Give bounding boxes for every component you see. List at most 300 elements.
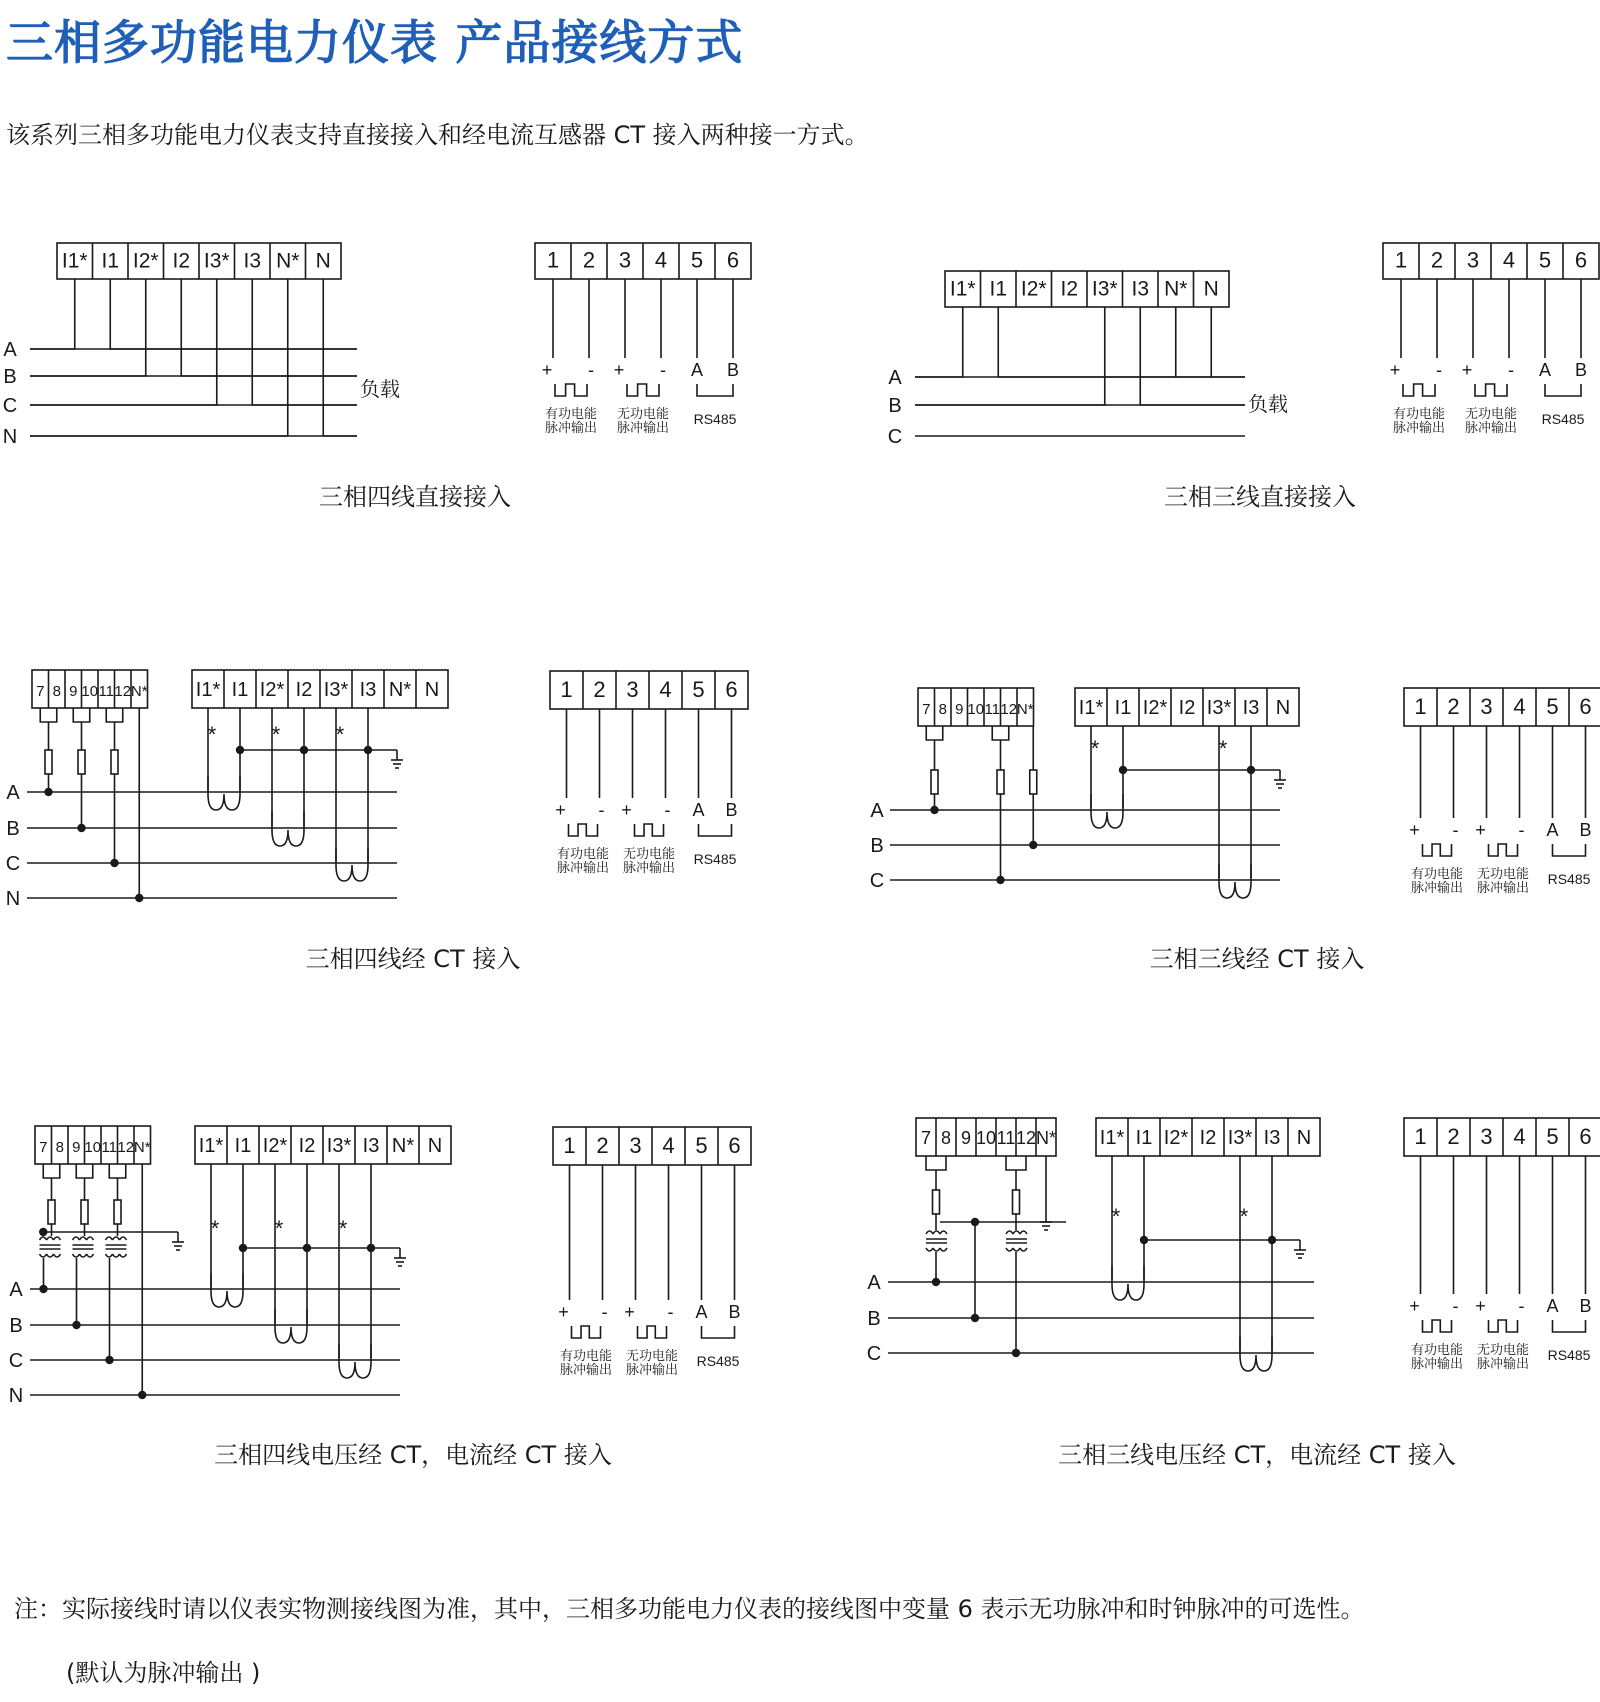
terminal-label: 1 bbox=[1414, 693, 1427, 719]
plus-sign: + bbox=[1409, 1296, 1420, 1316]
polarity-star: * bbox=[335, 722, 345, 747]
rs485-b-label: B bbox=[725, 800, 738, 820]
pulse-symbol bbox=[627, 384, 659, 396]
vt-icon bbox=[1006, 1231, 1013, 1234]
wire-line bbox=[181, 279, 357, 376]
fuse-icon bbox=[45, 750, 52, 774]
pulse-reactive-label: 无功电能 bbox=[1476, 1342, 1530, 1357]
pulse-reactive-label: 无功电能 bbox=[622, 846, 676, 861]
fuse-icon bbox=[997, 770, 1004, 794]
vt-icon bbox=[940, 1248, 947, 1251]
polarity-star: * bbox=[207, 722, 217, 747]
pulse-symbol bbox=[635, 824, 664, 836]
terminal-label: I1* bbox=[949, 277, 976, 301]
terminal-label: I1 bbox=[1114, 696, 1132, 719]
plus-sign: + bbox=[1389, 360, 1401, 380]
pulse-symbol bbox=[638, 1326, 667, 1338]
caption-d5: 三相四线电压经 CT，电流经 CT 接入 bbox=[214, 1441, 612, 1469]
phase-label-c: C bbox=[8, 1350, 24, 1372]
rs485-b-label: B bbox=[728, 1302, 741, 1322]
terminal-label: I2 bbox=[298, 1134, 316, 1157]
phase-label-b: B bbox=[9, 1315, 23, 1337]
rs485-bracket bbox=[697, 384, 733, 396]
plus-sign: + bbox=[1475, 1296, 1486, 1316]
pulse-symbol bbox=[1423, 844, 1452, 856]
terminal-label: 3 bbox=[626, 676, 639, 702]
junction-dot bbox=[39, 1285, 47, 1293]
junction-dot bbox=[1247, 766, 1255, 774]
junction-dot bbox=[303, 1244, 311, 1252]
terminal-label: I2 bbox=[1199, 1126, 1217, 1149]
junction-dot bbox=[971, 1218, 979, 1226]
polarity-star: * bbox=[1239, 1204, 1249, 1229]
caption-d2: 三相三线直接接入 bbox=[1164, 483, 1356, 511]
terminal-label: 9 bbox=[955, 700, 964, 718]
rs485-bracket bbox=[702, 1326, 735, 1338]
plus-sign: + bbox=[1409, 820, 1420, 840]
terminal-label: I3 bbox=[1263, 1126, 1281, 1149]
footer-note-default: (默认为脉冲输出 ) bbox=[66, 1659, 261, 1687]
vt-icon bbox=[106, 1254, 113, 1257]
vt-icon bbox=[113, 1254, 120, 1257]
terminal-label: 4 bbox=[1513, 693, 1526, 719]
junction-dot bbox=[971, 1314, 979, 1322]
wire-line bbox=[323, 279, 357, 436]
polarity-star: * bbox=[1090, 736, 1100, 761]
pulse-active-label: 脉冲输出 bbox=[1392, 420, 1446, 435]
pulse-active-label: 有功电能 bbox=[1410, 1342, 1464, 1357]
rs485-a-label: A bbox=[1538, 360, 1552, 380]
terminal-label: 3 bbox=[618, 247, 632, 273]
pulse-active-label: 有功电能 bbox=[559, 1348, 613, 1363]
terminal-label: 8 bbox=[940, 1127, 952, 1148]
terminal-label: 6 bbox=[1579, 693, 1592, 719]
vt-icon bbox=[113, 1237, 120, 1240]
voltage-tap bbox=[109, 1164, 126, 1178]
rs485-label: RS485 bbox=[1547, 1347, 1591, 1363]
terminal-label: N bbox=[427, 1134, 443, 1157]
voltage-tap bbox=[43, 1164, 60, 1178]
terminal-label: 3 bbox=[1480, 1123, 1493, 1149]
terminal-label: I2 bbox=[172, 249, 191, 273]
vt-icon bbox=[80, 1254, 87, 1257]
terminal-label: 9 bbox=[960, 1127, 972, 1148]
vt-icon bbox=[40, 1237, 47, 1240]
plus-sign: + bbox=[1475, 820, 1486, 840]
ct-coil bbox=[339, 1344, 371, 1378]
fuse-icon bbox=[931, 770, 938, 794]
junction-dot bbox=[44, 788, 52, 796]
vt-icon bbox=[47, 1254, 54, 1257]
pulse-symbol bbox=[1475, 384, 1507, 396]
voltage-tap bbox=[76, 1164, 93, 1178]
phase-label-n: N bbox=[5, 888, 21, 910]
terminal-label: N bbox=[1275, 696, 1291, 719]
terminal-label: I1* bbox=[1099, 1126, 1125, 1149]
terminal-label: 4 bbox=[1502, 247, 1516, 273]
rs485-label: RS485 bbox=[693, 851, 737, 867]
terminal-label: 1 bbox=[560, 676, 573, 702]
vt-icon bbox=[926, 1248, 933, 1251]
terminal-label: N bbox=[1203, 277, 1219, 301]
vt-icon bbox=[54, 1237, 61, 1240]
terminal-label: I1 bbox=[231, 678, 249, 701]
vt-icon bbox=[40, 1254, 47, 1257]
phase-label-a: A bbox=[9, 1279, 23, 1301]
terminal-label: I3 bbox=[1242, 696, 1260, 719]
pulse-symbol bbox=[1489, 844, 1518, 856]
terminal-label: I2 bbox=[1060, 277, 1079, 301]
terminal-label: I3 bbox=[1131, 277, 1150, 301]
rs485-b-label: B bbox=[1574, 360, 1588, 380]
ct-coil bbox=[275, 1309, 307, 1343]
terminal-label: I1* bbox=[198, 1134, 224, 1157]
terminal-label: 3 bbox=[1480, 693, 1493, 719]
minus-sign: - bbox=[588, 360, 594, 380]
terminal-label: I1 bbox=[101, 249, 120, 273]
junction-dot bbox=[1140, 1236, 1148, 1244]
rs485-b-label: B bbox=[726, 360, 740, 380]
junction-dot bbox=[1029, 841, 1037, 849]
terminal-label: 5 bbox=[1546, 693, 1559, 719]
voltage-tap bbox=[73, 708, 90, 722]
junction-dot bbox=[1268, 1236, 1276, 1244]
terminal-label: 7 bbox=[39, 1138, 48, 1156]
terminal-label: 7 bbox=[920, 1127, 932, 1148]
terminal-label: I3 bbox=[359, 678, 377, 701]
vt-icon bbox=[73, 1237, 80, 1240]
minus-sign: - bbox=[1518, 1296, 1525, 1316]
terminal-label: 1 bbox=[546, 247, 560, 273]
rs485-label: RS485 bbox=[693, 411, 737, 427]
pulse-symbol bbox=[1423, 1320, 1452, 1332]
vt-icon bbox=[106, 1237, 113, 1240]
rs485-label: RS485 bbox=[696, 1353, 740, 1369]
voltage-tap bbox=[926, 726, 943, 740]
terminal-label: 12 bbox=[1015, 1127, 1037, 1148]
polarity-star: * bbox=[210, 1216, 220, 1241]
rs485-bracket bbox=[1553, 1320, 1586, 1332]
minus-sign: - bbox=[1452, 820, 1459, 840]
terminal-label: 4 bbox=[654, 247, 668, 273]
phase-label-c: C bbox=[866, 1343, 882, 1365]
pulse-symbol bbox=[555, 384, 587, 396]
phase-label-n: N bbox=[2, 426, 18, 448]
minus-sign: - bbox=[598, 800, 605, 820]
minus-sign: - bbox=[1518, 820, 1525, 840]
voltage-tap bbox=[106, 708, 123, 722]
pulse-active-label: 脉冲输出 bbox=[559, 1362, 613, 1377]
terminal-label: I3* bbox=[323, 678, 349, 701]
terminal-label: 1 bbox=[1414, 1123, 1427, 1149]
pulse-symbol bbox=[569, 824, 598, 836]
terminal-label: I1 bbox=[234, 1134, 252, 1157]
junction-dot bbox=[105, 1356, 113, 1364]
terminal-label: I2* bbox=[259, 678, 285, 701]
voltage-tap bbox=[1006, 1156, 1026, 1170]
terminal-label: 11 bbox=[996, 1127, 1016, 1148]
junction-dot bbox=[77, 824, 85, 832]
phase-label-b: B bbox=[6, 818, 20, 840]
pulse-active-label: 有功电能 bbox=[1392, 406, 1446, 421]
footer-note: 注：实际接线时请以仪表实物测接线图为准，其中，三相多功能电力仪表的接线图中变量 6 表示无功脉冲和时钟脉冲的可选性。 bbox=[14, 1595, 1365, 1623]
terminal-label: 7 bbox=[922, 700, 931, 718]
ct-coil bbox=[1219, 864, 1251, 898]
pulse-reactive-label: 无功电能 bbox=[1476, 866, 1530, 881]
caption-d1: 三相四线直接接入 bbox=[319, 483, 511, 511]
pulse-active-label: 脉冲输出 bbox=[1410, 880, 1464, 895]
terminal-label: 6 bbox=[728, 1132, 741, 1158]
polarity-star: * bbox=[338, 1216, 348, 1241]
junction-dot bbox=[135, 894, 143, 902]
terminal-label: I3* bbox=[1206, 696, 1232, 719]
polarity-star: * bbox=[1111, 1204, 1121, 1229]
pulse-reactive-label: 脉冲输出 bbox=[1476, 880, 1530, 895]
terminal-label: 2 bbox=[1447, 1123, 1460, 1149]
pulse-reactive-label: 无功电能 bbox=[1464, 406, 1518, 421]
fuse-icon bbox=[1030, 770, 1037, 794]
fuse-icon bbox=[48, 1200, 55, 1224]
phase-label-c: C bbox=[887, 426, 903, 448]
minus-sign: - bbox=[664, 800, 671, 820]
page-title: 三相多功能电力仪表 产品接线方式 bbox=[6, 16, 744, 71]
plus-sign: + bbox=[613, 360, 625, 380]
terminal-label: 2 bbox=[593, 676, 606, 702]
fuse-icon bbox=[114, 1200, 121, 1224]
phase-label-b: B bbox=[888, 395, 902, 417]
junction-dot bbox=[110, 859, 118, 867]
phase-label-a: A bbox=[888, 367, 902, 389]
load-label: 负载 bbox=[1248, 394, 1288, 416]
junction-dot bbox=[239, 1244, 247, 1252]
ct-coil bbox=[1240, 1337, 1272, 1371]
terminal-label: I2 bbox=[295, 678, 313, 701]
voltage-tap bbox=[992, 726, 1009, 740]
vt-icon bbox=[1013, 1248, 1020, 1251]
terminal-label: 5 bbox=[1546, 1123, 1559, 1149]
vt-icon bbox=[933, 1248, 940, 1251]
phase-label-c: C bbox=[2, 395, 18, 417]
phase-label-b: B bbox=[867, 1308, 881, 1330]
vt-icon bbox=[926, 1231, 933, 1234]
terminal-label: 10 bbox=[81, 682, 99, 700]
terminal-label: I2 bbox=[1178, 696, 1196, 719]
polarity-star: * bbox=[1218, 736, 1228, 761]
terminal-label: 6 bbox=[1579, 1123, 1592, 1149]
plus-sign: + bbox=[1461, 360, 1473, 380]
terminal-label: 5 bbox=[1538, 247, 1552, 273]
terminal-label: 12 bbox=[114, 682, 132, 700]
terminal-label: I3 bbox=[362, 1134, 380, 1157]
ct-coil bbox=[1112, 1266, 1144, 1300]
voltage-tap bbox=[40, 708, 57, 722]
fuse-icon bbox=[933, 1190, 940, 1214]
wire-line bbox=[30, 279, 75, 349]
pulse-reactive-label: 脉冲输出 bbox=[1476, 1356, 1530, 1371]
pulse-reactive-label: 脉冲输出 bbox=[625, 1362, 679, 1377]
terminal-label: I3 bbox=[243, 249, 262, 273]
terminal-label: 5 bbox=[695, 1132, 708, 1158]
terminal-label: N bbox=[315, 249, 331, 273]
junction-dot bbox=[364, 746, 372, 754]
caption-d6: 三相三线电压经 CT，电流经 CT 接入 bbox=[1058, 1441, 1456, 1469]
vt-icon bbox=[933, 1231, 940, 1234]
junction-dot bbox=[996, 876, 1004, 884]
phase-label-a: A bbox=[6, 782, 20, 804]
minus-sign: - bbox=[1436, 360, 1442, 380]
polarity-star: * bbox=[274, 1216, 284, 1241]
pulse-reactive-label: 脉冲输出 bbox=[616, 420, 670, 435]
ct-coil bbox=[1091, 794, 1123, 828]
terminal-label: 8 bbox=[52, 682, 61, 700]
terminal-label: 12 bbox=[1000, 700, 1018, 718]
minus-sign: - bbox=[601, 1302, 608, 1322]
phase-label-a: A bbox=[867, 1272, 881, 1294]
phase-label-a: A bbox=[3, 339, 17, 361]
terminal-label: 2 bbox=[1430, 247, 1444, 273]
minus-sign: - bbox=[1452, 1296, 1459, 1316]
terminal-label: 1 bbox=[1394, 247, 1408, 273]
terminal-label: 5 bbox=[692, 676, 705, 702]
terminal-label: 8 bbox=[938, 700, 947, 718]
pulse-active-label: 脉冲输出 bbox=[1410, 1356, 1464, 1371]
terminal-label: 11 bbox=[98, 682, 115, 700]
vt-icon bbox=[1020, 1231, 1027, 1234]
terminal-label: 3 bbox=[629, 1132, 642, 1158]
terminal-label: 5 bbox=[690, 247, 704, 273]
output-terminal-strip bbox=[1404, 1118, 1600, 1156]
junction-dot bbox=[236, 746, 244, 754]
fuse-icon bbox=[78, 750, 85, 774]
terminal-label: 11 bbox=[101, 1138, 118, 1156]
plus-sign: + bbox=[555, 800, 566, 820]
terminal-label: 2 bbox=[1447, 693, 1460, 719]
wire-line bbox=[1140, 307, 1245, 405]
caption-d4: 三相三线经 CT 接入 bbox=[1149, 945, 1365, 973]
rs485-b-label: B bbox=[1579, 820, 1592, 840]
phase-label-c: C bbox=[5, 853, 21, 875]
minus-sign: - bbox=[1508, 360, 1514, 380]
plus-sign: + bbox=[621, 800, 632, 820]
terminal-label: N* bbox=[1035, 1127, 1057, 1148]
pulse-reactive-label: 脉冲输出 bbox=[622, 860, 676, 875]
voltage-tap bbox=[926, 1156, 946, 1170]
rs485-a-label: A bbox=[1546, 1296, 1559, 1316]
rs485-a-label: A bbox=[690, 360, 704, 380]
junction-dot bbox=[1119, 766, 1127, 774]
terminal-label: 7 bbox=[36, 682, 45, 700]
terminal-label: 1 bbox=[563, 1132, 576, 1158]
terminal-label: I2* bbox=[1142, 696, 1168, 719]
terminal-label: 9 bbox=[72, 1138, 81, 1156]
terminal-label: I3* bbox=[1227, 1126, 1253, 1149]
terminal-label: N* bbox=[388, 678, 412, 701]
junction-dot bbox=[367, 1244, 375, 1252]
phase-label-c: C bbox=[869, 870, 885, 892]
junction-dot bbox=[300, 746, 308, 754]
rs485-bracket bbox=[1553, 844, 1586, 856]
vt-icon bbox=[87, 1237, 94, 1240]
pulse-active-label: 脉冲输出 bbox=[556, 860, 610, 875]
phase-label-b: B bbox=[3, 366, 17, 388]
rs485-bracket bbox=[699, 824, 732, 836]
terminal-label: 2 bbox=[596, 1132, 609, 1158]
terminal-label: 6 bbox=[726, 247, 740, 273]
terminal-label: 12 bbox=[117, 1138, 135, 1156]
vt-icon bbox=[940, 1231, 947, 1234]
pulse-symbol bbox=[572, 1326, 601, 1338]
junction-dot bbox=[72, 1321, 80, 1329]
terminal-label: I2* bbox=[1163, 1126, 1189, 1149]
terminal-label: N bbox=[424, 678, 440, 701]
terminal-label: 6 bbox=[725, 676, 738, 702]
pulse-symbol bbox=[1489, 1320, 1518, 1332]
terminal-label: I2* bbox=[1020, 277, 1047, 301]
terminal-label: 11 bbox=[984, 700, 1001, 718]
pulse-reactive-label: 无功电能 bbox=[616, 406, 670, 421]
minus-sign: - bbox=[660, 360, 666, 380]
wire-line bbox=[30, 279, 217, 405]
phase-label-a: A bbox=[870, 800, 884, 822]
fuse-icon bbox=[1013, 1190, 1020, 1214]
rs485-label: RS485 bbox=[1541, 411, 1585, 427]
pulse-active-label: 有功电能 bbox=[1410, 866, 1464, 881]
terminal-label: I2* bbox=[262, 1134, 288, 1157]
minus-sign: - bbox=[667, 1302, 674, 1322]
terminal-label: I3* bbox=[203, 249, 230, 273]
terminal-label: I1* bbox=[1078, 696, 1104, 719]
vt-icon bbox=[1013, 1231, 1020, 1234]
ct-coil bbox=[336, 847, 368, 881]
terminal-label: 4 bbox=[662, 1132, 675, 1158]
pulse-reactive-label: 无功电能 bbox=[625, 1348, 679, 1363]
phase-label-b: B bbox=[870, 835, 884, 857]
vt-icon bbox=[80, 1237, 87, 1240]
caption-d3: 三相四线经 CT 接入 bbox=[305, 945, 521, 973]
pulse-reactive-label: 脉冲输出 bbox=[1464, 420, 1518, 435]
vt-icon bbox=[1020, 1248, 1027, 1251]
terminal-label: N* bbox=[1164, 277, 1188, 301]
wire-line bbox=[252, 279, 357, 405]
rs485-a-label: A bbox=[692, 800, 705, 820]
polarity-star: * bbox=[271, 722, 281, 747]
terminal-label: I1* bbox=[195, 678, 221, 701]
load-label: 负载 bbox=[360, 379, 400, 401]
terminal-label: I3* bbox=[326, 1134, 352, 1157]
pulse-active-label: 脉冲输出 bbox=[544, 420, 598, 435]
terminal-label: I1* bbox=[61, 249, 88, 273]
vt-icon bbox=[47, 1237, 54, 1240]
vt-icon bbox=[73, 1254, 80, 1257]
vt-icon bbox=[1006, 1248, 1013, 1251]
wire-line bbox=[30, 279, 288, 436]
vt-icon bbox=[54, 1254, 61, 1257]
terminal-label: I3* bbox=[1091, 277, 1118, 301]
wire-line bbox=[998, 307, 1245, 377]
wire-line bbox=[30, 279, 146, 376]
terminal-label: 2 bbox=[582, 247, 596, 273]
terminal-label: N* bbox=[276, 249, 300, 273]
terminal-label: 8 bbox=[55, 1138, 64, 1156]
rs485-bracket bbox=[1545, 384, 1581, 396]
ct-coil bbox=[211, 1273, 243, 1307]
rs485-a-label: A bbox=[695, 1302, 708, 1322]
phase-label-n: N bbox=[8, 1385, 24, 1407]
terminal-label: N* bbox=[1016, 700, 1034, 718]
junction-dot bbox=[932, 1278, 940, 1286]
terminal-label: N* bbox=[133, 1138, 151, 1156]
plus-sign: + bbox=[541, 360, 553, 380]
